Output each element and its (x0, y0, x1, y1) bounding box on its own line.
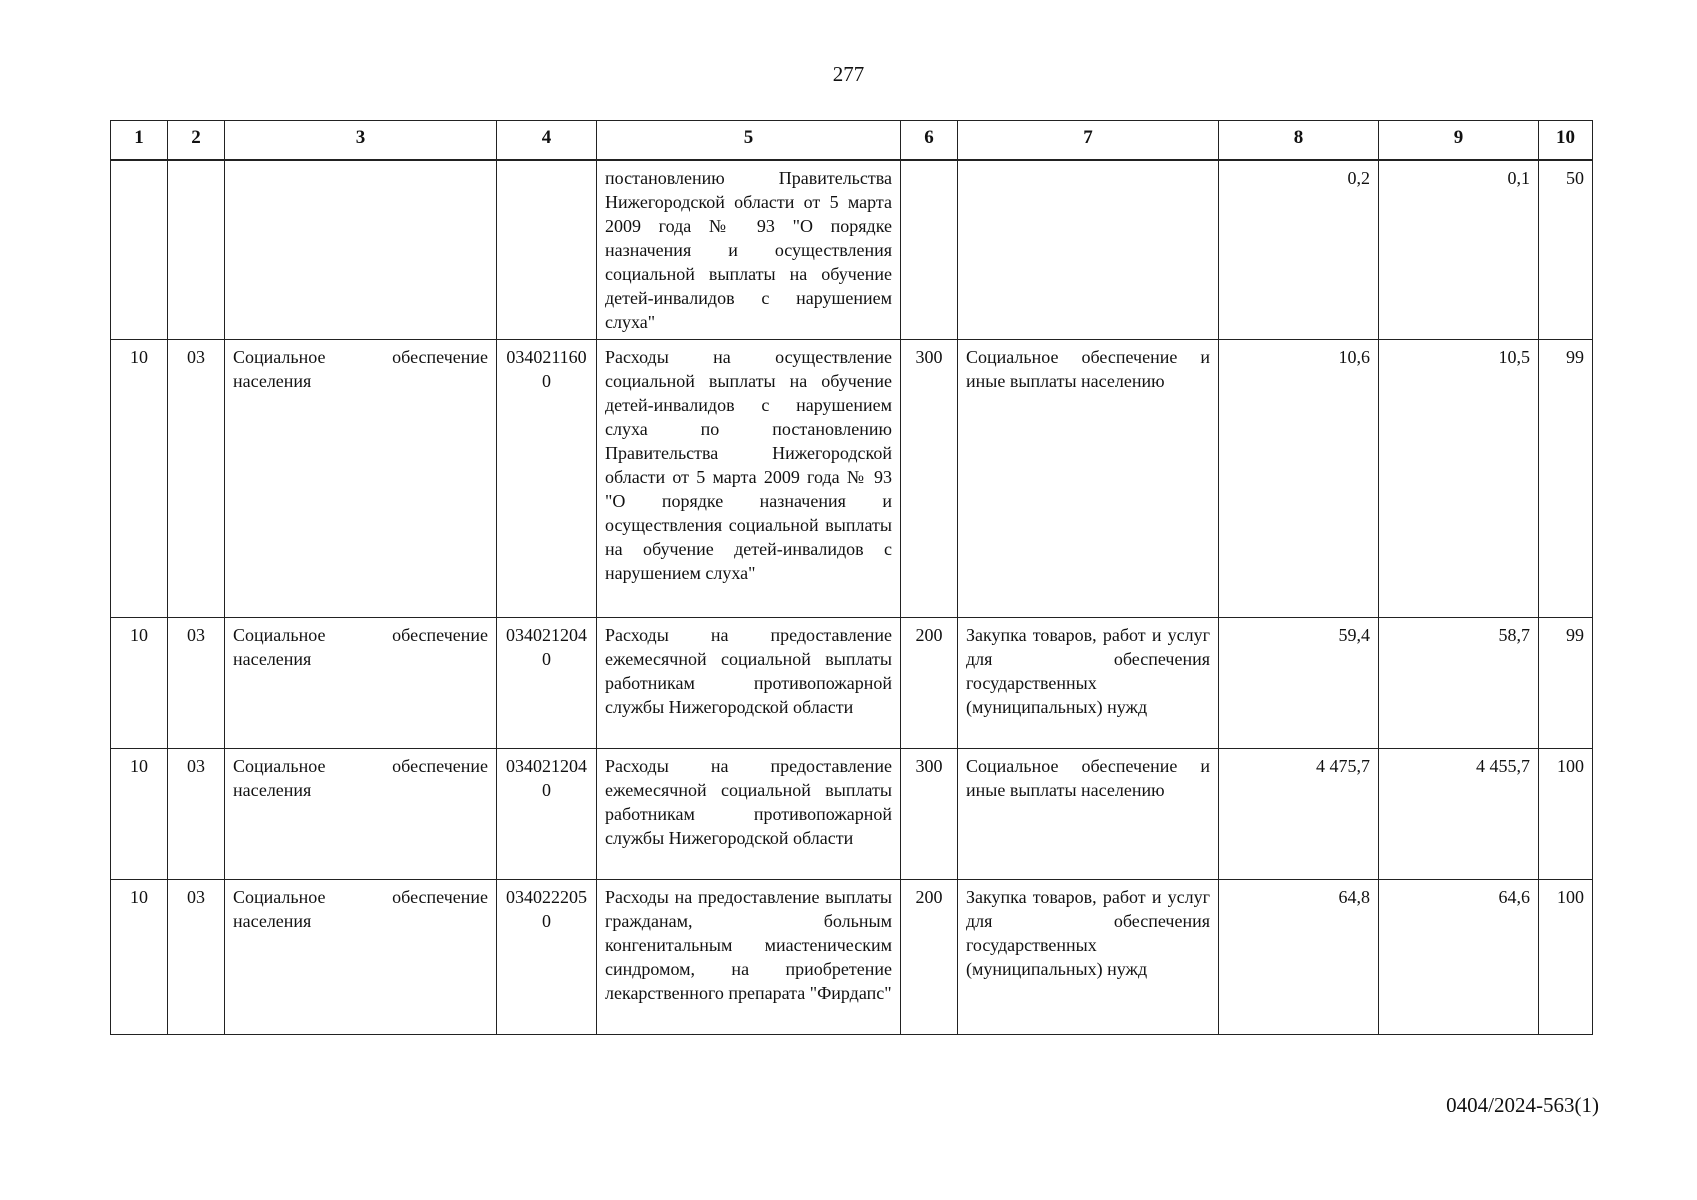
section-cell: 10 (111, 749, 168, 880)
plan-value-cell: 64,8 (1219, 880, 1379, 1035)
target-article-name-cell: Расходы на предоставление выплаты гражданам, больным конгенитальным миастеническим синдромом, на приобретение лекарственного препарата "Фирдапс" (597, 880, 901, 1035)
plan-value-cell: 10,6 (1219, 340, 1379, 618)
percent-cell: 100 (1539, 749, 1593, 880)
section-name-cell: Социальное обеспечение населения (225, 749, 497, 880)
percent-cell: 100 (1539, 880, 1593, 1035)
table-row (111, 880, 1593, 1035)
table-row (111, 340, 1593, 618)
percent-cell: 99 (1539, 618, 1593, 749)
subsection-cell: 03 (168, 618, 225, 749)
actual-value-cell: 10,5 (1379, 340, 1539, 618)
actual-value-cell: 64,6 (1379, 880, 1539, 1035)
expense-type-cell: 200 (901, 618, 958, 749)
expense-type-cell: 300 (901, 749, 958, 880)
table-row (111, 749, 1593, 880)
target-article-cell (497, 160, 597, 340)
section-cell: 10 (111, 340, 168, 618)
expense-type-name-cell: Социальное обеспечение и иные выплаты населению (958, 340, 1219, 618)
expense-type-cell (901, 160, 958, 340)
section-name-cell: Социальное обеспечение населения (225, 618, 497, 749)
column-header: 5 (597, 121, 901, 161)
actual-value-cell: 0,1 (1379, 160, 1539, 340)
section-cell (111, 160, 168, 340)
column-header: 7 (958, 121, 1219, 161)
target-article-cell: 0340222050 (497, 880, 597, 1035)
subsection-cell: 03 (168, 880, 225, 1035)
section-cell: 10 (111, 880, 168, 1035)
document-code: 0404/2024-563(1) (1446, 1093, 1599, 1117)
section-name-cell: Социальное обеспечение населения (225, 880, 497, 1035)
actual-value-cell: 58,7 (1379, 618, 1539, 749)
target-article-name-cell: Расходы на предоставление ежемесячной социальной выплаты работникам противопожарной службы Нижегородской области (597, 618, 901, 749)
column-header: 4 (497, 121, 597, 161)
target-article-cell: 0340211600 (497, 340, 597, 618)
table-row (111, 618, 1593, 749)
percent-cell: 99 (1539, 340, 1593, 618)
column-header: 3 (225, 121, 497, 161)
column-header: 10 (1539, 121, 1593, 161)
column-header: 6 (901, 121, 958, 161)
table-row (111, 160, 1593, 340)
subsection-cell: 03 (168, 340, 225, 618)
expense-type-name-cell: Закупка товаров, работ и услуг для обеспечения государственных (муниципальных) нужд (958, 880, 1219, 1035)
percent-cell: 50 (1539, 160, 1593, 340)
subsection-cell: 03 (168, 749, 225, 880)
target-article-cell: 0340212040 (497, 749, 597, 880)
expense-type-cell: 200 (901, 880, 958, 1035)
target-article-name-cell: постановлению Правительства Нижегородской области от 5 марта 2009 года № 93 "О порядке назначения и осуществления социальной выплаты на обучение детей-инвалидов с нарушением слуха" (597, 160, 901, 340)
header-row (111, 121, 1593, 161)
expense-type-name-cell (958, 160, 1219, 340)
target-article-name-cell: Расходы на предоставление ежемесячной социальной выплаты работникам противопожарной службы Нижегородской области (597, 749, 901, 880)
section-name-cell: Социальное обеспечение населения (225, 340, 497, 618)
column-header: 1 (111, 121, 168, 161)
plan-value-cell: 0,2 (1219, 160, 1379, 340)
expense-type-name-cell: Закупка товаров, работ и услуг для обеспечения государственных (муниципальных) нужд (958, 618, 1219, 749)
plan-value-cell: 4 475,7 (1219, 749, 1379, 880)
column-header: 2 (168, 121, 225, 161)
budget-execution-table (110, 120, 1593, 1035)
actual-value-cell: 4 455,7 (1379, 749, 1539, 880)
expense-type-name-cell: Социальное обеспечение и иные выплаты населению (958, 749, 1219, 880)
plan-value-cell: 59,4 (1219, 618, 1379, 749)
section-name-cell (225, 160, 497, 340)
section-cell: 10 (111, 618, 168, 749)
expense-type-cell: 300 (901, 340, 958, 618)
column-header: 8 (1219, 121, 1379, 161)
target-article-cell: 0340212040 (497, 618, 597, 749)
column-header: 9 (1379, 121, 1539, 161)
subsection-cell (168, 160, 225, 340)
target-article-name-cell: Расходы на осуществление социальной выплаты на обучение детей-инвалидов с нарушением слуха по постановлению Правительства Нижегородской области от 5 марта 2009 года № 93 "О порядке назначения и осуществления социальной выплаты на обучение детей-инвалидов с нарушением слуха" (597, 340, 901, 618)
page-number: 277 (832, 62, 865, 86)
